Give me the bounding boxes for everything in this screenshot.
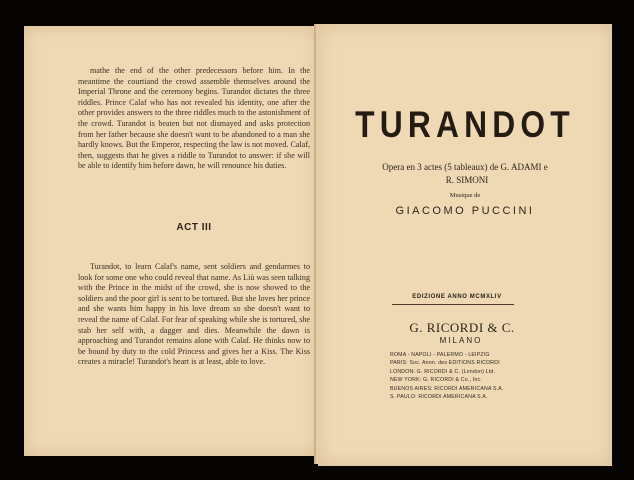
title-page	[318, 24, 612, 466]
edition-underline	[392, 304, 514, 305]
synopsis-text: mathe the end of the other predecessors before him. In the meantime the courtiand the crowd assemble themselves around the Imperial Throne and the ceremony begins. Turandot dictates the three riddles. Prince Calaf who has not revealed his identity, one after the other provides answers to the three riddles much to the astonishment of the crowd. Turandot is beaten but not dismayed and asks protection from her father because she doesn't want to be abandoned to a man she hardly knows. But the Emperor, respecting the law is not moved. Calaf, then, suggests that he gives a riddle to Turandot to answer: if she will be able to identify him before dawn, he will renounce his duties.	[78, 66, 310, 171]
opera-title: TURANDOT	[355, 104, 575, 145]
subtitle-line-2: R. SIMONI	[445, 175, 489, 185]
branch-item: ROMA - NAPOLI - PALERMO - LEIPZIG	[390, 352, 490, 358]
branch-item: LONDON: G. RICORDI & C. (London) Ltd.	[390, 368, 496, 375]
subtitle-line-1: Opera en 3 actes (5 tableaux) de G. ADAMI e	[382, 162, 548, 172]
edition-label: EDIZIONE ANNO MCMXLIV	[412, 294, 502, 300]
act-three-text: Turandot, to learn Calaf's name, sent soldiers and gendarmes to look for some one who could reveal that name. As Liù was seen talking with the Prince in the midst of the crowd, she is now showed to the soldiers and the poor girl is sent to be tortured. But she loves her prince and she wants him happy in his love dream so she doesn't want to reveal the name of Calaf. For fear of speaking while she is tortured, she stab her self with, a dagger and dies. Meanwhile the dawn is approaching and Turandot remains alone with Calaf. He thinks now to be bound by duty to the cold Princess and gives her a Kiss. The Kiss creates a miracle! Turandot's heart is at least, able to love.	[78, 262, 310, 367]
synopsis-paragraph	[78, 66, 310, 172]
branch-item: NEW YORK: G. RICORDI & Co., Inc.	[390, 377, 482, 384]
publisher-name: G. RICORDI & C.	[409, 320, 515, 335]
publisher-city: MILANO	[439, 336, 483, 345]
left-page	[24, 26, 316, 456]
act-three-paragraph	[78, 262, 310, 368]
composer-name: GIACOMO PUCCINI	[395, 205, 535, 217]
act-heading: ACT III	[176, 222, 212, 233]
branch-item: BUENOS AIRES: RICORDI AMERICANA S.A.	[390, 385, 504, 392]
branch-item: S. PAULO: RICORDI AMERICANA S.A.	[390, 394, 488, 401]
branch-list	[390, 351, 550, 401]
branch-item: PARIS: Soc. Anon. des EDITIONS RICORDI	[390, 360, 500, 367]
music-by-label: Musique de	[449, 192, 481, 199]
